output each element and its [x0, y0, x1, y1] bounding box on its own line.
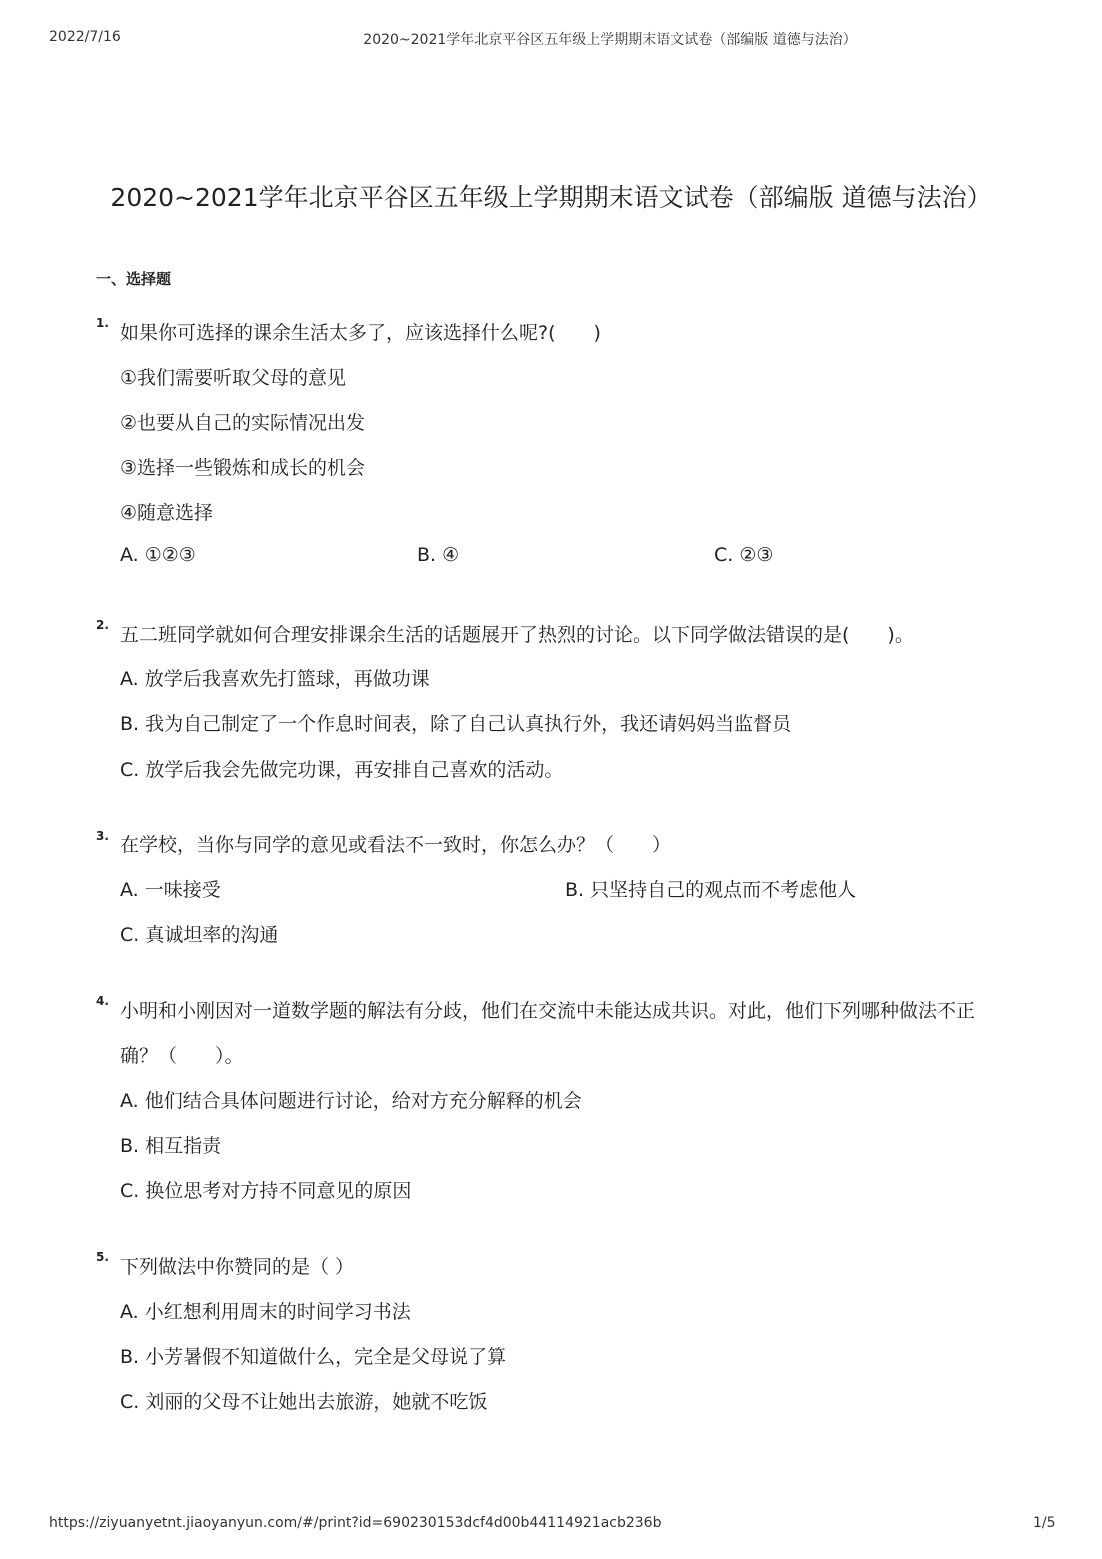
question-number: 4.	[96, 994, 109, 1008]
option-c: C. ②③	[714, 544, 774, 566]
print-header-title: 2020~2021学年北京平谷区五年级上学期期末语文试卷（部编版 道德与法治）	[363, 32, 857, 48]
option-b: B. 只坚持自己的观点而不考虑他人	[565, 879, 857, 901]
print-url: https://ziyuanyetnt.jiaoyanyun.com/#/print?id=690230153dcf4d00b44114921acb236b	[49, 1515, 662, 1531]
option-a: A. 小红想利用周末的时间学习书法	[120, 1301, 411, 1323]
option-a: A. 放学后我喜欢先打篮球，再做功课	[120, 668, 430, 690]
question-number: 1.	[96, 316, 109, 330]
option-b: B. ④	[417, 544, 460, 566]
question-stem: 在学校，当你与同学的意见或看法不一致时，你怎么办？（ ）	[120, 834, 672, 856]
option-a: A. 他们结合具体问题进行讨论，给对方充分解释的机会	[120, 1090, 582, 1112]
option-a: A. ①②③	[120, 544, 196, 566]
statement-item: ④随意选择	[120, 502, 214, 524]
option-b: B. 小芳暑假不知道做什么，完全是父母说了算	[120, 1346, 507, 1368]
question-stem: 五二班同学就如何合理安排课余生活的话题展开了热烈的讨论。以下同学做法错误的是( )。	[120, 624, 914, 646]
question-stem: 下列做法中你赞同的是（ ）	[120, 1256, 355, 1278]
option-c: C. 放学后我会先做完功课，再安排自己喜欢的活动。	[120, 759, 564, 781]
statement-item: ①我们需要听取父母的意见	[120, 367, 347, 389]
section-title: 一、选择题	[96, 270, 172, 288]
option-c: C. 换位思考对方持不同意见的原因	[120, 1180, 412, 1202]
print-date: 2022/7/16	[49, 29, 121, 45]
question-number: 5.	[96, 1250, 109, 1264]
option-b: B. 我为自己制定了一个作息时间表，除了自己认真执行外，我还请妈妈当监督员	[120, 713, 792, 735]
statement-item: ③选择一些锻炼和成长的机会	[120, 457, 366, 479]
page-number: 1/5	[1033, 1515, 1056, 1531]
question-stem-continued: 确？（ ）。	[120, 1045, 244, 1067]
page-title: 2020~2021学年北京平谷区五年级上学期期末语文试卷（部编版 道德与法治）	[110, 183, 992, 212]
question-number: 2.	[96, 618, 109, 632]
question-stem: 小明和小刚因对一道数学题的解法有分歧，他们在交流中未能达成共识。对此，他们下列哪种做法不正	[120, 1000, 976, 1022]
option-a: A. 一味接受	[120, 879, 221, 901]
question-number: 3.	[96, 829, 109, 843]
option-c: C. 刘丽的父母不让她出去旅游，她就不吃饭	[120, 1391, 488, 1413]
option-b: B. 相互指责	[120, 1135, 222, 1157]
question-stem: 如果你可选择的课余生活太多了，应该选择什么呢?( )	[120, 322, 601, 344]
option-c: C. 真诚坦率的沟通	[120, 924, 279, 946]
statement-item: ②也要从自己的实际情况出发	[120, 412, 366, 434]
